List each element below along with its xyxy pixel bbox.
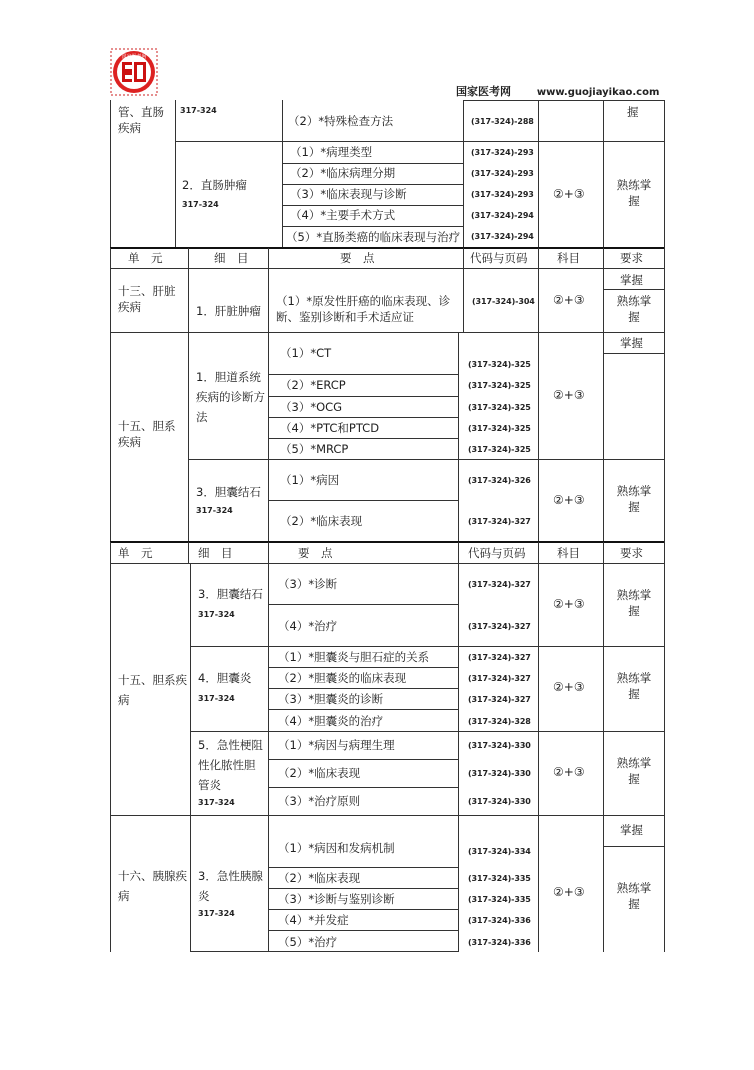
code-cell: (317-324)-335 [468, 874, 531, 883]
point-cell: （1）*CT [280, 346, 332, 360]
logo-text: 国家医考网 [121, 54, 147, 60]
detail-cell: 3．胆囊结石 [198, 587, 263, 601]
col-require: 要求 [620, 251, 643, 265]
site-name: 国家医考网 [456, 85, 511, 98]
point-cell: （3）*OCG [280, 400, 343, 414]
point-cell: （4）*并发症 [278, 913, 349, 927]
subject-cell: ②+③ [553, 680, 585, 694]
code-cell: (317-324)-327 [468, 653, 531, 662]
col-unit: 单 元 [118, 546, 153, 560]
require-cell: 握 [627, 105, 639, 119]
subject-cell: ②+③ [553, 885, 585, 899]
code-cell: (317-324)-328 [468, 717, 531, 726]
point-cell: （1）*病因和发病机制 [278, 841, 395, 855]
subject-cell: ②+③ [553, 765, 585, 779]
point-cell: （1）*胆囊炎与胆石症的关系 [278, 650, 430, 664]
point-cell: （1）*病理类型 [290, 145, 373, 159]
point-cell: （4）*胆囊炎的治疗 [278, 714, 384, 728]
require-cell: 掌握 [620, 273, 643, 287]
code-cell: (317-324)-327 [468, 695, 531, 704]
detail-cell: 5．急性梗阻性化脓性胆管炎 [198, 738, 263, 792]
detail-code: 317-324 [196, 506, 233, 515]
point-cell: （3）*胆囊炎的诊断 [278, 692, 384, 706]
detail-code: 317-324 [180, 106, 217, 115]
code-cell: (317-324)-336 [468, 938, 531, 947]
point-cell: （2）*临床病理分期 [290, 166, 396, 180]
point-cell: （3）*治疗原则 [278, 794, 361, 808]
code-cell: (317-324)-336 [468, 916, 531, 925]
col-points: 要 点 [340, 251, 375, 265]
code-cell: (317-324)-330 [468, 769, 531, 778]
require-cell: 熟练掌握 [616, 881, 652, 911]
col-subject: 科目 [557, 546, 580, 560]
point-cell: （4）*主要手术方式 [290, 208, 396, 222]
code-cell: (317-324)-325 [468, 381, 531, 390]
detail-code: 317-324 [198, 694, 235, 703]
page-header [456, 83, 659, 99]
code-cell: (317-324)-327 [468, 674, 531, 683]
point-cell: （5）*治疗 [278, 935, 338, 949]
code-cell: (317-324)-293 [471, 169, 534, 178]
code-cell: (317-324)-326 [468, 476, 531, 485]
point-cell: （2）*胆囊炎的临床表现 [278, 671, 407, 685]
unit-cell: 十六、胰腺疾病 [118, 869, 187, 903]
require-cell: 熟练掌握 [616, 671, 652, 701]
point-cell: （2）*临床表现 [280, 514, 363, 528]
code-cell: (317-324)-325 [468, 403, 531, 412]
subject-cell: ②+③ [553, 388, 585, 402]
code-cell: (317-324)-330 [468, 797, 531, 806]
subject-cell: ②+③ [553, 597, 585, 611]
col-points: 要 点 [298, 546, 333, 560]
code-cell: (317-324)-327 [468, 580, 531, 589]
detail-code: 317-324 [198, 798, 235, 807]
code-cell: (317-324)-325 [468, 445, 531, 454]
require-cell: 熟练掌握 [616, 178, 652, 208]
col-require: 要求 [620, 546, 643, 560]
point-cell: （1）*原发性肝癌的临床表现、诊断、鉴别诊断和手术适应证 [276, 294, 451, 324]
code-cell: (317-324)-294 [471, 211, 534, 220]
site-logo [110, 48, 158, 96]
code-cell: (317-324)-335 [468, 895, 531, 904]
col-detail: 细 目 [198, 546, 233, 560]
subject-cell: ②+③ [553, 293, 585, 307]
require-cell: 熟练掌握 [616, 588, 652, 618]
require-cell: 掌握 [620, 336, 643, 350]
code-cell: (317-324)-325 [468, 360, 531, 369]
point-cell: （4）*治疗 [278, 619, 338, 633]
code-cell: (317-324)-294 [471, 232, 534, 241]
point-cell: （3）*临床表现与诊断 [290, 187, 407, 201]
point-cell: （2）*临床表现 [278, 871, 361, 885]
code-cell: (317-324)-334 [468, 847, 531, 856]
point-cell: （5）*直肠类癌的临床表现与治疗 [286, 230, 461, 244]
unit-cell: 十三、肝脏疾病 [118, 284, 176, 314]
point-cell: （3）*诊断与鉴别诊断 [278, 892, 395, 906]
detail-cell: 3．胆囊结石 [196, 485, 261, 499]
col-code: 代码与页码 [468, 546, 526, 560]
detail-code: 317-324 [198, 610, 235, 619]
point-cell: （5）*MRCP [280, 442, 349, 456]
subject-cell: ②+③ [553, 493, 585, 507]
point-cell: （2）*ERCP [280, 378, 346, 392]
detail-cell: 3．急性胰腺炎 [198, 869, 263, 903]
code-cell: (317-324)-293 [471, 190, 534, 199]
point-cell: （2）*特殊检查方法 [288, 114, 394, 128]
col-unit: 单 元 [128, 251, 163, 265]
col-code: 代码与页码 [470, 251, 528, 265]
point-cell: （4）*PTC和PTCD [280, 421, 380, 435]
unit-cell: 管、直肠疾病 [118, 105, 164, 135]
unit-cell: 十五、胆系疾病 [118, 419, 176, 449]
detail-cell: 1．胆道系统疾病的诊断方法 [196, 370, 265, 424]
code-cell: (317-324)-288 [471, 117, 534, 126]
detail-cell: 2．直肠肿瘤 [182, 178, 247, 192]
detail-cell: 1．肝脏肿瘤 [196, 304, 261, 318]
col-subject: 科目 [557, 251, 580, 265]
detail-code: 317-324 [198, 909, 235, 918]
point-cell: （1）*病因 [280, 473, 340, 487]
require-cell: 熟练掌握 [616, 484, 652, 514]
point-cell: （1）*病因与病理生理 [278, 738, 395, 752]
site-url: www.guojiayikao.com [536, 87, 660, 98]
code-cell: (317-324)-293 [471, 148, 534, 157]
detail-code: 317-324 [182, 200, 219, 209]
require-cell: 熟练掌握 [616, 756, 652, 786]
detail-cell: 4．胆囊炎 [198, 671, 252, 685]
point-cell: （2）*临床表现 [278, 766, 361, 780]
unit-cell: 十五、胆系疾病 [118, 673, 187, 707]
code-cell: (317-324)-327 [468, 517, 531, 526]
code-cell: (317-324)-304 [472, 297, 535, 306]
col-detail: 细 目 [214, 251, 249, 265]
code-cell: (317-324)-325 [468, 424, 531, 433]
require-cell: 掌握 [620, 823, 643, 837]
point-cell: （3）*诊断 [278, 577, 338, 591]
require-cell: 熟练掌握 [616, 294, 652, 324]
code-cell: (317-324)-327 [468, 622, 531, 631]
code-cell: (317-324)-330 [468, 741, 531, 750]
subject-cell: ②+③ [553, 187, 585, 201]
